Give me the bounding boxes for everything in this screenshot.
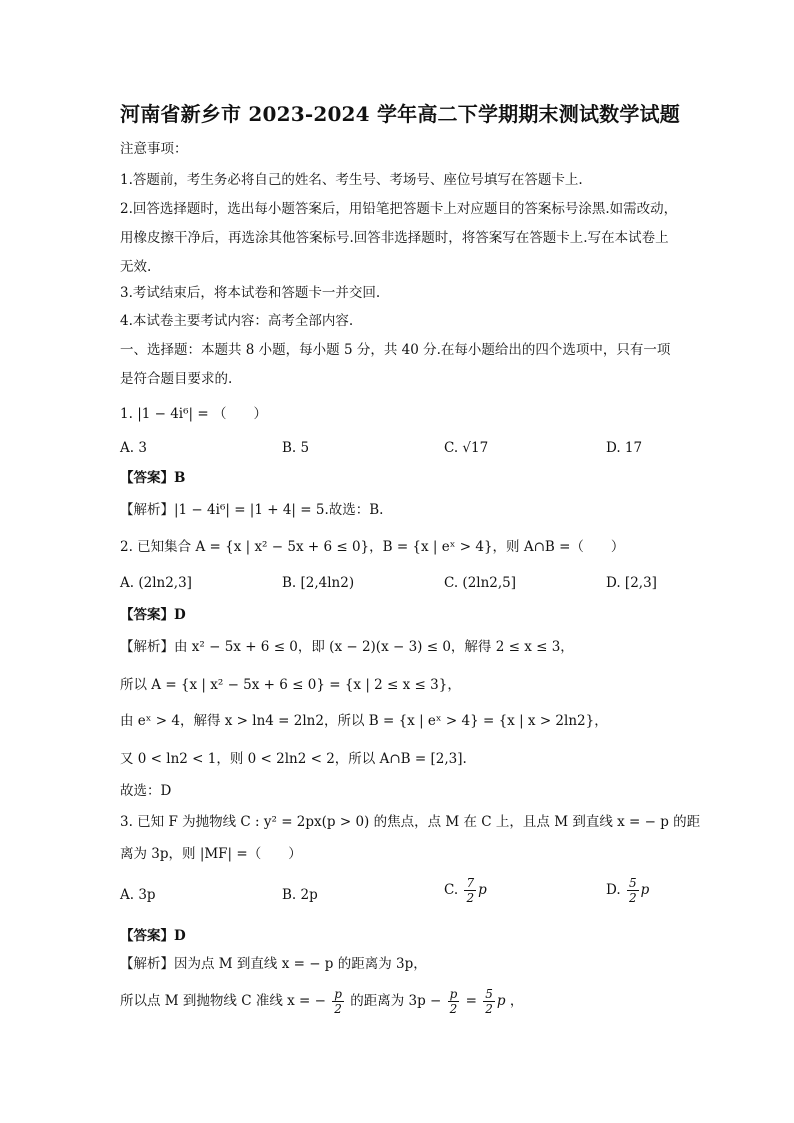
frac-numerator: 7 [466,876,475,890]
q3-analysis-2-end: ， [509,993,524,1009]
frac-variable: p [640,882,650,898]
q3-analysis-1: 【解析】因为点 M 到直线 x = − p 的距离为 3p， [120,956,427,972]
section-heading: 一、选择题：本题共 8 小题，每小题 5 分，共 40 分.在每小题给出的四个选项中，只有一项是符合题目要求的. [120,342,671,387]
q1-option-d: D. 17 [606,440,643,456]
q1-option-c: C. √17 [444,440,489,456]
q3-stem-line-2: 离为 3p，则 |MF| =（ ） [120,846,302,862]
note-4: 4.本试卷主要考试内容：高考全部内容. [120,313,354,329]
q3-option-d-label: D. [606,882,621,898]
q1-number: 1. [120,406,133,422]
q3-analysis-2-mid: 的距离为 3p − [350,993,442,1009]
q1-stem [120,404,267,424]
q2-analysis-3: 由 eˣ > 4，解得 x > ln4 = 2ln2，所以 B = {x | eˣ > 4} = {x | x > 2ln2}， [120,713,608,729]
q3-analysis-2-prefix: 所以点 M 到抛物线 C 准线 x = − [120,993,326,1009]
q2-option-b: B. [2,4ln2) [282,575,355,591]
q2-option-c: C. (2ln2,5] [444,575,517,591]
q2-analysis-2: 所以 A = {x | x² − 5x + 6 ≤ 0} = {x | 2 ≤ x ≤ 3}， [120,677,461,693]
q2-option-a: A. (2ln2,3] [120,575,192,591]
q1-option-a: A. 3 [120,440,147,456]
frac-denominator: 2 [466,891,475,905]
q1-option-b: B. 5 [282,440,310,456]
q2-stem: 2. 已知集合 A = {x | x² − 5x + 6 ≤ 0}，B = {x | eˣ > 4}，则 A∩B =（ ） [120,539,625,555]
q2-analysis-4: 又 0 < ln2 < 1，则 0 < 2ln2 < 2，所以 A∩B = [2,3]. [120,751,467,767]
q1-expression: |1 − 4i⁶| = （ ） [137,406,267,422]
q2-analysis-5: 故选：D [120,783,172,799]
q1-answer: 【答案】B [120,470,186,486]
distance-fraction: $\frac{p}{2}$ [449,987,458,1016]
directrix-fraction: $\frac{p}{2}$ [334,987,342,1016]
q3-analysis-2: 所以点 M 到抛物线 C 准线 x = − $\frac{p}{2}$ 的距离为 3p − $\frac{p}{2}$ = $\frac{5}{2}$ p ， [120,987,524,1016]
q3-option-d [606,876,649,905]
q2-option-d: D. [2,3] [606,575,657,591]
page-title: 河南省新乡市 2023-2024 学年高二下学期期末测试数学试题 [120,102,680,126]
q3-answer: 【答案】D [120,928,186,944]
q3-option-c-fraction [464,876,476,905]
notice-heading: 注意事项： [120,141,188,157]
note-2: 2.回答选择题时，选出每小题答案后，用铅笔把答题卡上对应题目的答案标号涂黑.如需改动，用橡皮擦干净后，再选涂其他答案标号.回答非选择题时，将答案写在答题卡上.写在本试卷上无效. [120,201,678,275]
frac-numerator: 5 [628,876,637,890]
q2-analysis-1: 【解析】由 x² − 5x + 6 ≤ 0，即 (x − 2)(x − 3) ≤ 0，解得 2 ≤ x ≤ 3， [120,639,574,655]
q3-stem-line-1: 3. 已知 F 为抛物线 C : y² = 2px(p > 0) 的焦点，点 M 在 C 上，且点 M 到直线 x = − p 的距 [120,814,701,830]
q3-option-b: B. 2p [282,887,318,903]
note-1: 1.答题前，考生务必将自己的姓名、考生号、考场号、座位号填写在答题卡上. [120,172,583,188]
frac-variable: p [478,882,487,898]
note-3: 3.考试结束后，将本试卷和答题卡一并交回. [120,285,381,301]
q1-analysis: 【解析】|1 − 4i⁶| = |1 + 4| = 5.故选：B. [120,502,384,518]
q2-answer: 【答案】D [120,607,186,623]
q3-option-d-fraction [627,876,639,905]
frac-denominator: 2 [628,891,637,905]
equals-sign: = [465,993,477,1009]
q3-option-c [444,876,487,905]
q3-option-c-label: C. [444,882,459,898]
q3-option-a: A. 3p [120,887,156,903]
result-fraction: $\frac{5}{2}$ [485,987,493,1016]
